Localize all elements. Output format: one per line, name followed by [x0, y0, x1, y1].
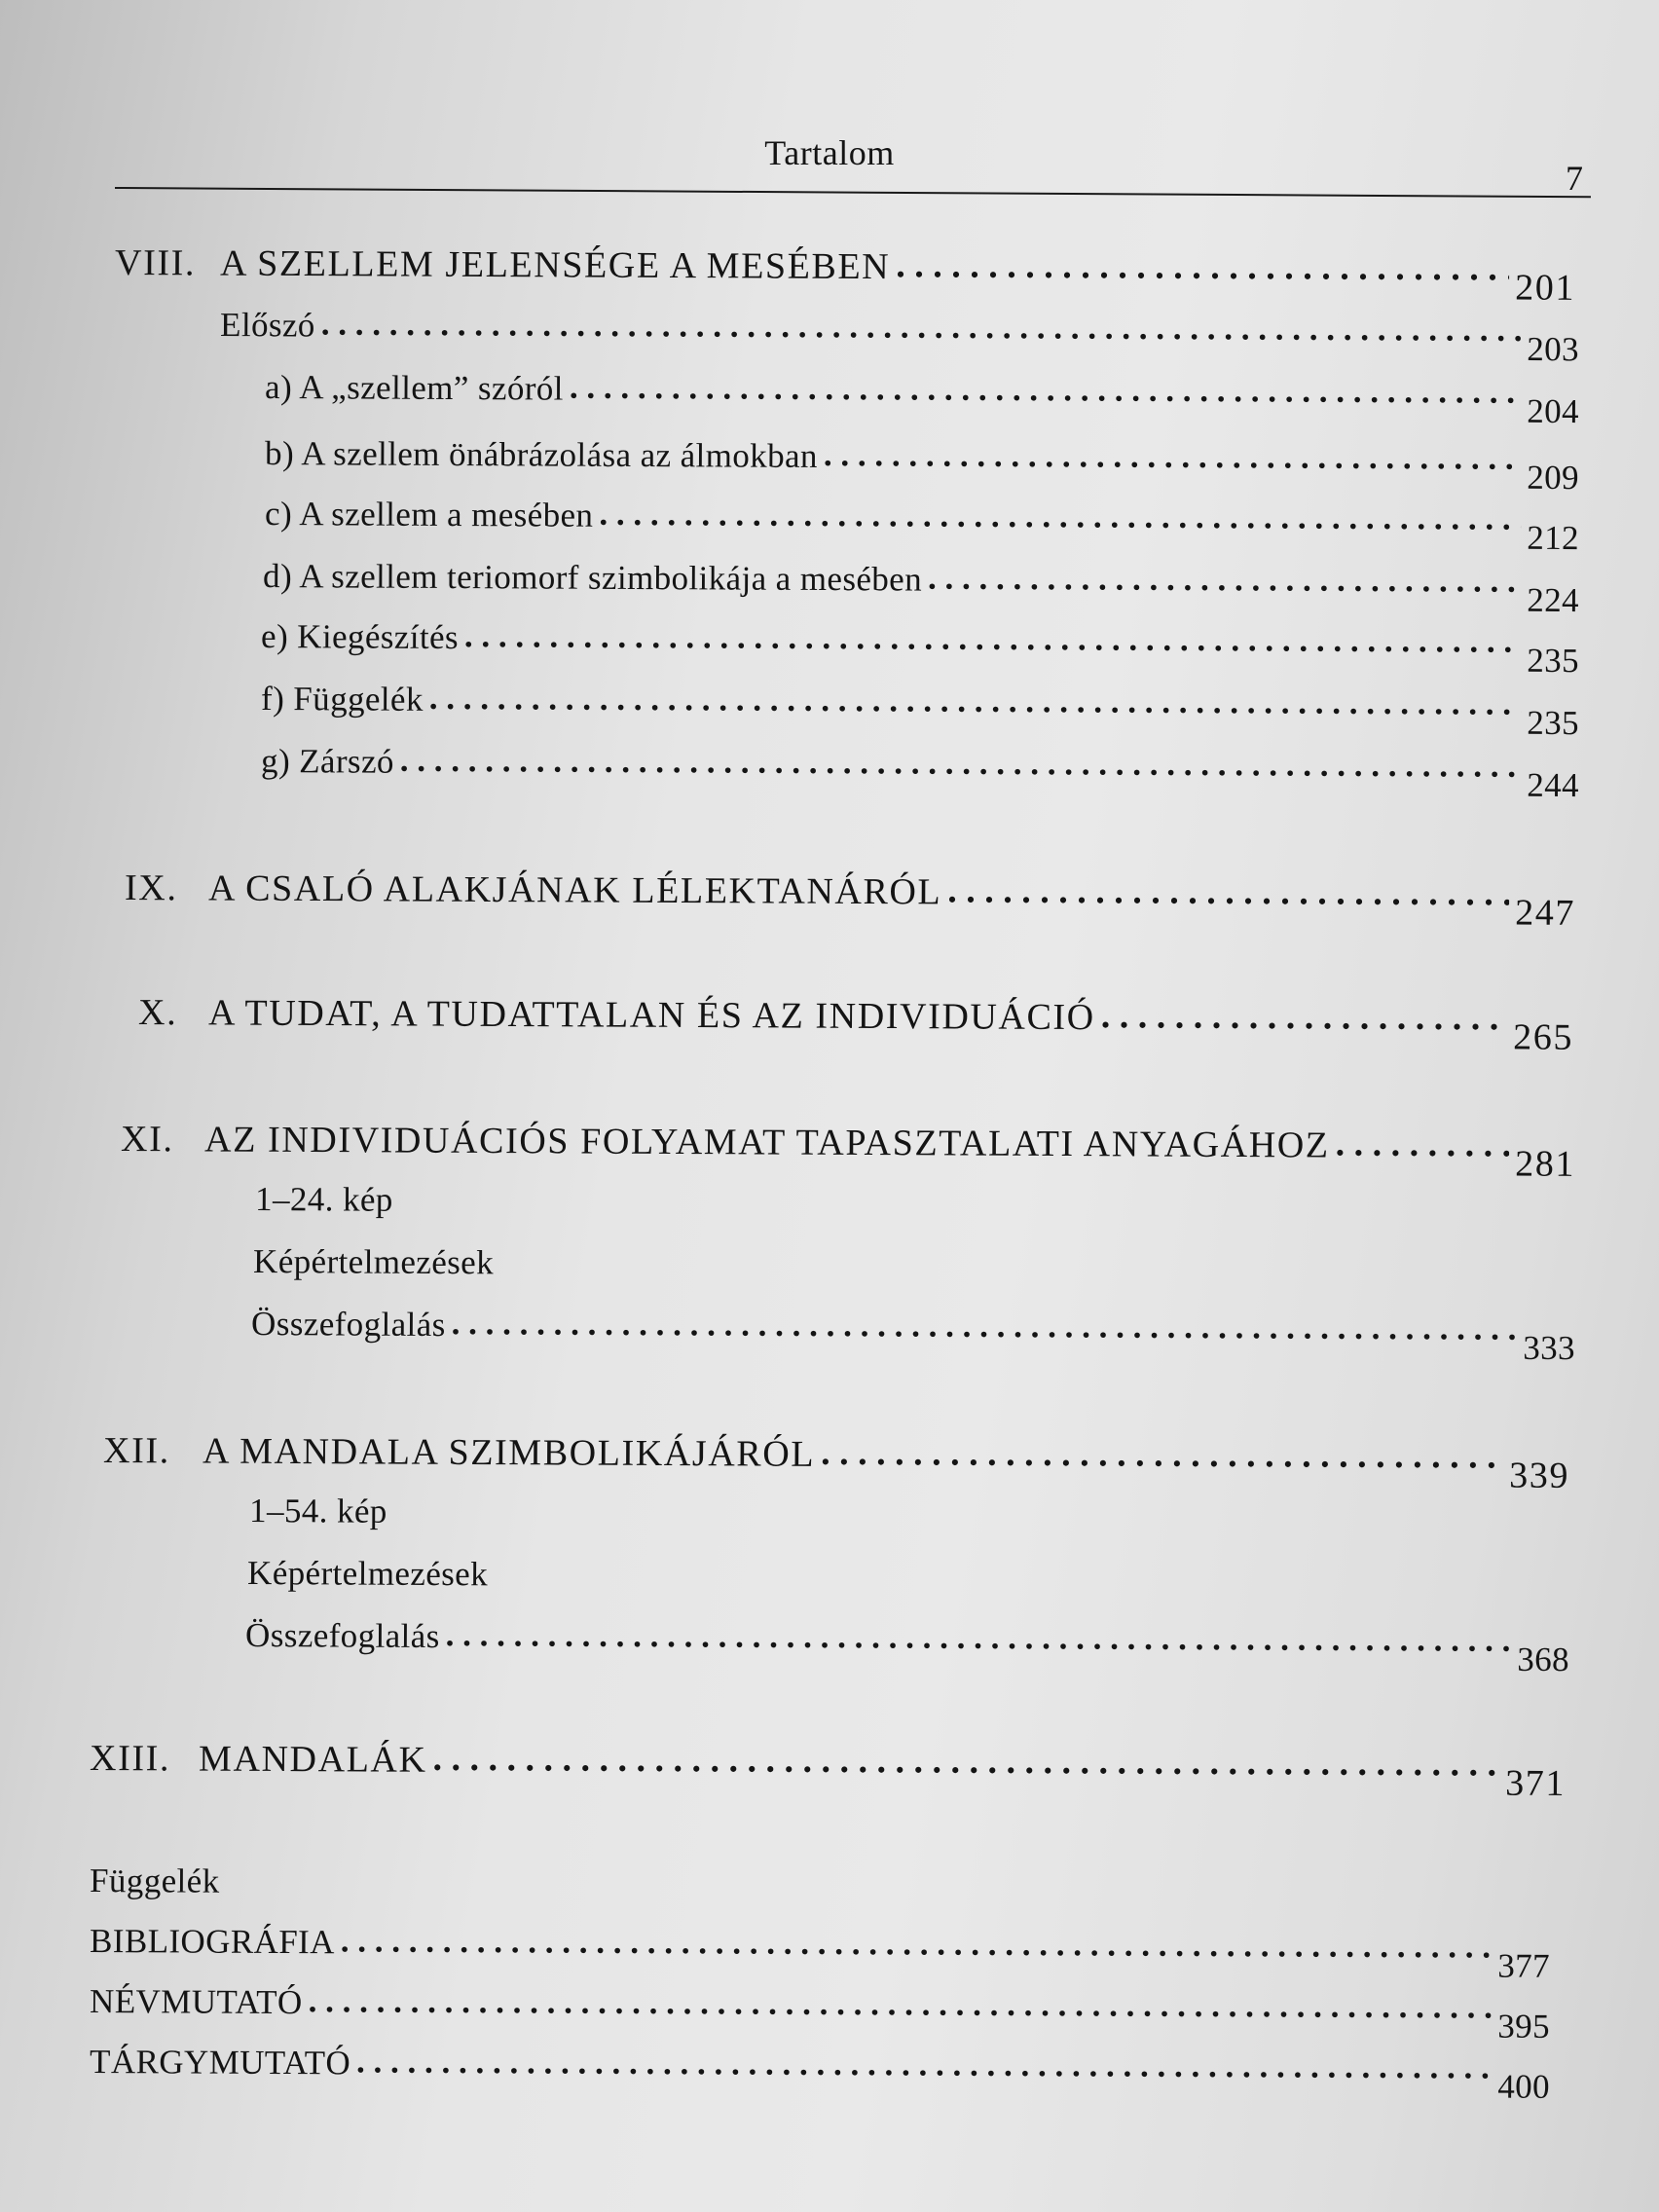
toc-entry-8g	[261, 742, 1580, 805]
chapter-number: X.	[138, 992, 178, 1034]
toc-entry-8c	[265, 495, 1580, 558]
chapter-title: A SZELLEM JELENSÉGE A MESÉBEN	[220, 242, 891, 288]
toc-entry-chapter-9	[125, 866, 1576, 934]
page-ref: 339	[1509, 1455, 1570, 1496]
dot-leader	[452, 1304, 1518, 1348]
page-ref: 377	[1497, 1946, 1551, 1985]
chapter-number: XI.	[121, 1119, 174, 1161]
entry-title: a) A „szellem” szóról	[265, 368, 564, 408]
dot-leader	[321, 305, 1522, 350]
chapter-title: A MANDALA SZIMBOLIKÁJÁRÓL	[203, 1430, 816, 1475]
entry-title: f) Függelék	[261, 680, 424, 719]
page-ref: 212	[1527, 518, 1580, 558]
dot-leader	[432, 1737, 1499, 1786]
dot-leader	[446, 1615, 1512, 1660]
chapter-title: AZ INDIVIDUÁCIÓS FOLYAMAT TAPASZTALATI ANYAGÁHOZ	[204, 1119, 1330, 1166]
page-ref: 368	[1517, 1640, 1570, 1679]
dot-leader	[400, 741, 1522, 786]
chapter-title: A TUDAT, A TUDATTALAN ÉS AZ INDIVIDUÁCIÓ	[208, 992, 1095, 1039]
entry-title: Előszó	[220, 306, 315, 345]
dot-leader	[356, 2042, 1493, 2086]
toc-entry-8b	[265, 434, 1580, 498]
page-ref: 281	[1515, 1143, 1576, 1185]
dot-leader	[947, 868, 1509, 914]
chapter-number: VIII.	[115, 242, 197, 284]
toc-entry-11-summary	[251, 1305, 1576, 1368]
dot-leader	[896, 243, 1509, 289]
entry-title: b) A szellem önábrázolása az álmokban	[265, 434, 818, 475]
page-ref: 201	[1515, 267, 1576, 309]
toc-entry-11-interpretations: Képértelmezések	[253, 1242, 495, 1282]
dot-leader	[1101, 994, 1508, 1039]
page-ref: 224	[1527, 580, 1580, 620]
chapter-number: XII.	[103, 1430, 170, 1472]
dot-leader	[341, 1921, 1493, 1966]
page-ref: 247	[1515, 892, 1576, 934]
chapter-title: MANDALÁK	[199, 1738, 427, 1781]
running-title: Tartalom	[764, 133, 895, 172]
toc-entry-foreword	[220, 306, 1580, 369]
chapter-number: IX.	[125, 867, 178, 909]
toc-entry-12-interpretations: Képértelmezések	[247, 1554, 489, 1594]
toc-entry-name-index	[90, 1982, 1551, 2046]
toc-entry-chapter-10	[138, 991, 1574, 1058]
entry-title: Összefoglalás	[251, 1305, 446, 1345]
toc-entry-bibliography	[90, 1922, 1551, 1985]
entry-title: Összefoglalás	[245, 1616, 440, 1656]
toc-entry-subject-index	[90, 2043, 1551, 2106]
entry-title: d) A szellem teriomorf szimbolikája a mesében	[263, 557, 923, 599]
toc-entry-8e	[261, 617, 1580, 681]
page-ref: 235	[1527, 641, 1580, 681]
toc-entry-8d	[263, 557, 1580, 620]
toc-entry-8f	[261, 680, 1580, 743]
toc-appendix-heading: Függelék	[90, 1862, 220, 1900]
dot-leader	[821, 1431, 1503, 1478]
dot-leader	[1336, 1123, 1510, 1166]
page-ref: 265	[1513, 1016, 1574, 1058]
page-ref: 400	[1497, 2067, 1551, 2106]
page-number: 7	[1566, 159, 1583, 198]
toc-entry-12-images: 1–54. kép	[249, 1492, 387, 1530]
dot-leader	[928, 559, 1522, 601]
page-ref: 209	[1527, 458, 1580, 498]
dot-leader	[570, 368, 1522, 412]
dot-leader	[464, 616, 1522, 661]
page-ref: 235	[1527, 703, 1580, 743]
toc-entry-chapter-11	[121, 1118, 1576, 1185]
entry-title: NÉVMUTATÓ	[90, 1982, 303, 2022]
entry-title: c) A szellem a mesében	[265, 495, 594, 535]
toc-entry-chapter-8	[115, 241, 1576, 309]
entry-title: g) Zárszó	[261, 742, 394, 781]
dot-leader	[309, 1981, 1493, 2026]
chapter-number: XIII.	[90, 1738, 171, 1780]
chapter-title: A CSALÓ ALAKJÁNAK LÉLEKTANÁRÓL	[208, 867, 942, 913]
page-ref: 203	[1527, 330, 1580, 369]
dot-leader	[824, 435, 1522, 478]
toc-entry-8a	[265, 368, 1580, 431]
page-ref: 371	[1505, 1762, 1567, 1804]
toc-entry-chapter-12	[103, 1429, 1570, 1496]
entry-title: BIBLIOGRÁFIA	[90, 1922, 335, 1962]
entry-title: TÁRGYMUTATÓ	[90, 2043, 351, 2083]
page-ref: 333	[1523, 1328, 1576, 1368]
page-ref: 244	[1527, 765, 1580, 805]
page-ref: 395	[1497, 2007, 1551, 2046]
dot-leader	[429, 679, 1522, 723]
entry-title: e) Kiegészítés	[261, 617, 460, 657]
dot-leader	[599, 495, 1521, 538]
toc-entry-11-images: 1–24. kép	[255, 1180, 393, 1219]
page-ref: 204	[1527, 391, 1580, 431]
toc-entry-12-summary	[245, 1616, 1570, 1679]
toc-entry-chapter-13	[90, 1737, 1567, 1804]
